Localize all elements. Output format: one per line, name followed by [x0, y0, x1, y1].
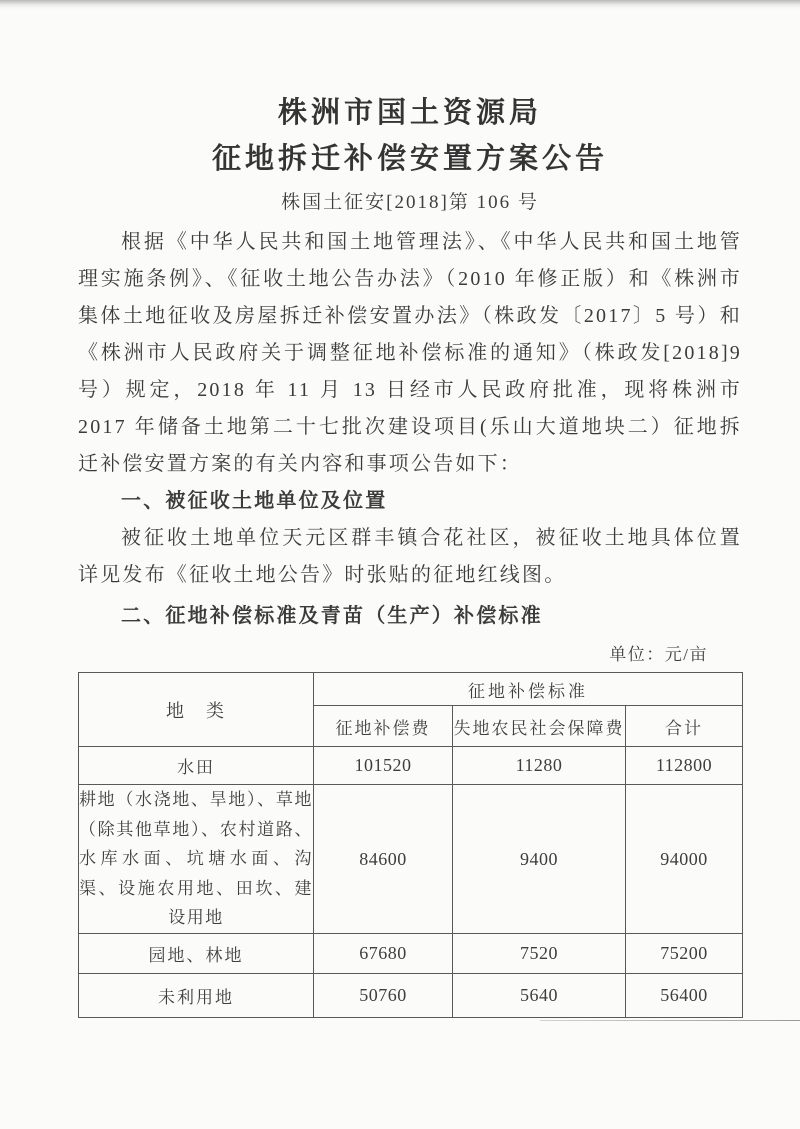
section1-heading: 一、被征收土地单位及位置 — [121, 490, 388, 512]
compensation-standards-table — [78, 672, 743, 1018]
cell-land-type: 未利用地 — [79, 974, 314, 1018]
document-content — [78, 0, 742, 1018]
table-header-row-group — [79, 673, 743, 706]
cell-social-security: 11280 — [453, 747, 626, 785]
cell-compensation: 67680 — [314, 934, 453, 974]
cell-social-security: 5640 — [453, 974, 626, 1018]
cell-compensation: 101520 — [314, 747, 453, 785]
document-title-block — [78, 0, 742, 182]
cell-total: 94000 — [626, 785, 743, 934]
cell-social-security: 7520 — [453, 934, 626, 974]
header-land-type: 地 类 — [79, 673, 314, 747]
table-row — [79, 974, 743, 1018]
header-standard-group: 征地补偿标准 — [314, 673, 743, 706]
cell-total: 56400 — [626, 974, 743, 1018]
intro-paragraph: 根据《中华人民共和国土地管理法》、《中华人民共和国土地管理实施条例》、《征收土地公告办法》（2010 年修正版）和《株洲市集体土地征收及房屋拆迁补偿安置办法》（株政发〔2017〕5 号）和《株洲市人民政府关于调整征地补偿标准的通知》（株政发[2018]9 号）规定，2018 年 11 月 13 日经市人民政府批准，现将株洲市 2017 年储备土地第二十七批次建设项目(乐山大道地块二）征地拆迁补偿安置方案的有关内容和事项公告如下： — [78, 231, 742, 475]
section1-paragraph: 被征收土地单位天元区群丰镇合花社区，被征收土地具体位置详见发布《征收土地公告》时张贴的征地红线图。 — [78, 527, 742, 586]
cell-compensation: 50760 — [314, 974, 453, 1018]
cell-land-type: 园地、林地 — [79, 934, 314, 974]
cell-land-type: 水田 — [79, 747, 314, 785]
cell-social-security: 9400 — [453, 785, 626, 934]
table-row — [79, 934, 743, 974]
table-unit-label: 单位：元/亩 — [609, 645, 708, 664]
table-row — [79, 785, 743, 934]
document-number: 株国土征安[2018]第 106 号 — [281, 192, 539, 213]
section2-heading: 二、征地补偿标准及青苗（生产）补偿标准 — [121, 605, 543, 627]
table-row — [79, 747, 743, 785]
header-total: 合计 — [626, 706, 743, 747]
cell-total: 112800 — [626, 747, 743, 785]
scan-line-artifact — [540, 1020, 800, 1021]
header-compensation-fee: 征地补偿费 — [314, 706, 453, 747]
document-title-line2: 征地拆迁补偿安置方案公告 — [211, 143, 608, 175]
cell-total: 75200 — [626, 934, 743, 974]
cell-land-type: 耕地（水浇地、旱地）、草地（除其他草地）、农村道路、水库水面、坑塘水面、沟渠、设施农用地、田坎、建设用地 — [79, 785, 314, 934]
document-title-line1: 株洲市国土资源局 — [277, 97, 542, 129]
header-social-security-fee: 失地农民社会保障费 — [453, 706, 626, 747]
cell-compensation: 84600 — [314, 785, 453, 934]
